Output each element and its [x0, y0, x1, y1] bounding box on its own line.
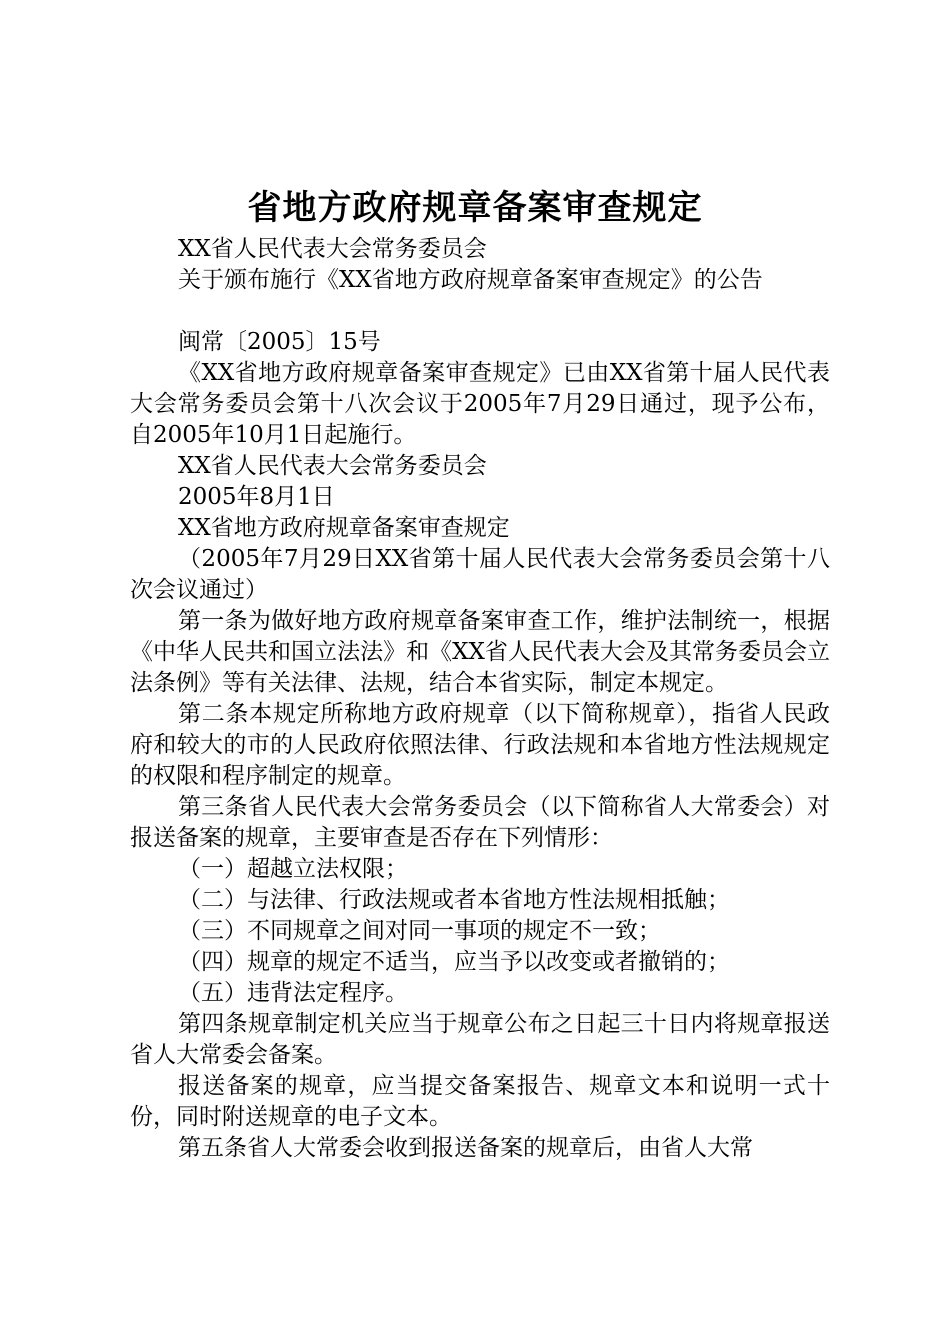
- article-4-para-2: 报送备案的规章，应当提交备案报告、规章文本和说明一式十份，同时附送规章的电子文本。: [130, 1073, 830, 1130]
- article-4: 第四条规章制定机关应当于规章公布之日起三十日内将规章报送省人大常委会备案。: [130, 1011, 830, 1068]
- announcement-title: 关于颁布施行《XX省地方政府规章备案审查规定》的公告: [178, 267, 763, 293]
- adoption-note: （2005年7月29日XX省第十届人民代表大会常务委员会第十八次会议通过）: [130, 546, 830, 603]
- article-3-item-1: （一）超越立法权限；: [178, 856, 408, 882]
- document-title: 省地方政府规章备案审查规定: [247, 188, 703, 228]
- article-3-item-5: （五）违背法定程序。: [178, 980, 408, 1006]
- announcement-body: 《XX省地方政府规章备案审查规定》已由XX省第十届人民代表大会常务委员会第十八次会议于2005年7月29日通过，现予公布，自2005年10月1日起施行。: [130, 360, 830, 448]
- signature-date: 2005年8月1日: [178, 484, 335, 510]
- article-5: 第五条省人大常委会收到报送备案的规章后，由省人大常: [178, 1135, 753, 1161]
- article-2: 第二条本规定所称地方政府规章（以下简称规章），指省人民政府和较大的市的人民政府依照法律、行政法规和本省地方性法规规定的权限和程序制定的规章。: [130, 701, 830, 789]
- issuer-line: XX省人民代表大会常务委员会: [178, 236, 487, 262]
- document-body: [130, 234, 830, 1164]
- document-number: 闽常〔2005〕15号: [178, 329, 381, 355]
- signature-issuer: XX省人民代表大会常务委员会: [178, 453, 487, 479]
- article-3-item-2: （二）与法律、行政法规或者本省地方性法规相抵触；: [178, 887, 730, 913]
- article-3-item-4: （四）规章的规定不适当，应当予以改变或者撤销的；: [178, 949, 730, 975]
- article-3-item-3: （三）不同规章之间对同一事项的规定不一致；: [178, 918, 661, 944]
- article-1: 第一条为做好地方政府规章备案审查工作，维护法制统一，根据《中华人民共和国立法法》和《XX省人民代表大会及其常务委员会立法条例》等有关法律、法规，结合本省实际，制定本规定。: [130, 608, 830, 696]
- regulation-title: XX省地方政府规章备案审查规定: [178, 515, 510, 541]
- article-3: 第三条省人民代表大会常务委员会（以下简称省人大常委会）对报送备案的规章，主要审查是否存在下列情形：: [130, 794, 830, 851]
